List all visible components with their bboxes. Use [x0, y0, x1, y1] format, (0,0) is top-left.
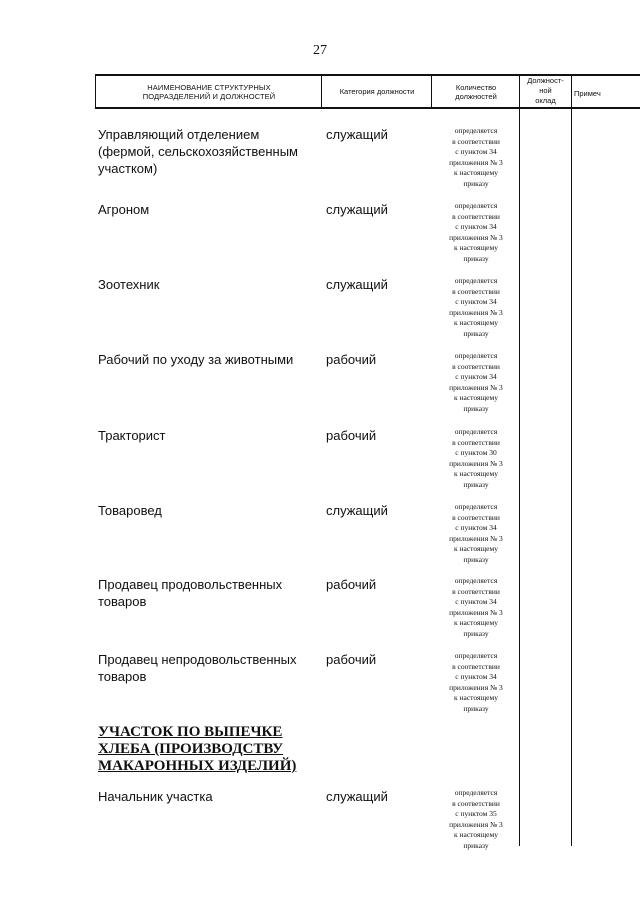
row-quantity-line: приказу [463, 628, 489, 638]
row-quantity [431, 502, 521, 565]
row-category: служащий [326, 127, 388, 142]
row-quantity-line: в соответствии [452, 798, 500, 808]
row-quantity-line: с пунктом 34 [455, 297, 497, 306]
header-salary-line2: ной [539, 86, 552, 95]
section-title [98, 724, 298, 775]
row-quantity-line: приказу [463, 253, 489, 263]
header-note-column: Примеч [574, 89, 601, 98]
row-quantity-line: с пунктом 34 [455, 147, 497, 156]
header-count-line1: Количество [455, 83, 497, 92]
row-quantity-line: в соответствии [452, 512, 500, 522]
row-quantity-line: приложения № 3 [449, 307, 503, 317]
row-quantity-line: к настоящему [453, 243, 499, 252]
page-number: 27 [313, 43, 327, 58]
header-count-column [434, 83, 518, 101]
row-category: служащий [326, 503, 388, 518]
row-quantity-line: с пунктом 34 [455, 372, 497, 381]
row-quantity-line: приложения № 3 [449, 232, 503, 242]
row-quantity-line: к настоящему [453, 618, 499, 627]
row-quantity-line: в соответствии [452, 437, 500, 447]
row-name-line: Управляющий отделением [98, 127, 260, 142]
row-quantity-line: приказу [463, 840, 489, 850]
row-name [98, 788, 316, 805]
row-quantity-line: определяется [454, 502, 498, 511]
row-name-line: участком) [98, 161, 158, 176]
row-quantity-line: приложения № 3 [449, 382, 503, 392]
row-name [98, 427, 316, 444]
row-quantity-line: с пунктом 34 [455, 222, 497, 231]
row-quantity-line: с пунктом 30 [455, 448, 497, 457]
row-quantity-line: приказу [463, 703, 489, 713]
row-quantity-line: определяется [454, 201, 498, 210]
row-quantity-line: определяется [454, 651, 498, 660]
row-quantity-line: приложения № 3 [449, 157, 503, 167]
row-name-line: Тракторист [98, 428, 166, 443]
row-category: рабочий [326, 428, 377, 443]
row-category: служащий [326, 202, 388, 217]
row-name-line: Продавец продовольственных [98, 577, 283, 592]
row-quantity-line: в соответствии [452, 661, 500, 671]
row-name [98, 276, 316, 293]
row-quantity-line: к настоящему [453, 544, 499, 553]
row-quantity [431, 788, 521, 851]
row-quantity [431, 427, 521, 490]
row-quantity-line: приложения № 3 [449, 458, 503, 468]
row-quantity [431, 201, 521, 264]
row-quantity-line: приказу [463, 178, 489, 188]
row-quantity-line: в соответствии [452, 211, 500, 221]
row-name-line: Рабочий по уходу за животными [98, 352, 294, 367]
row-name [98, 126, 316, 177]
row-quantity-line: приказу [463, 328, 489, 338]
row-quantity-line: с пунктом 34 [455, 672, 497, 681]
section-title-line: УЧАСТОК ПО ВЫПЕЧКЕ [98, 724, 283, 740]
header-name-line1: НАИМЕНОВАНИЕ СТРУКТУРНЫХ [147, 83, 271, 92]
row-category: рабочий [326, 352, 377, 367]
row-quantity [431, 126, 521, 189]
row-name [98, 201, 316, 218]
row-quantity-line: определяется [454, 126, 498, 135]
column-rule-salary-right [571, 109, 572, 846]
header-category-column: Категория должности [339, 87, 415, 96]
row-quantity-line: приложения № 3 [449, 607, 503, 617]
header-name-line2: ПОДРАЗДЕЛЕНИЙ И ДОЛЖНОСТЕЙ [142, 92, 276, 101]
row-quantity-line: с пунктом 34 [455, 597, 497, 606]
row-category: служащий [326, 277, 388, 292]
row-quantity-line: определяется [454, 576, 498, 585]
row-name-line: товаров [98, 594, 147, 609]
row-category: рабочий [326, 652, 377, 667]
row-quantity-line: приложения № 3 [449, 533, 503, 543]
row-quantity-line: в соответствии [452, 136, 500, 146]
row-category: рабочий [326, 577, 377, 592]
row-quantity-line: к настоящему [453, 318, 499, 327]
row-quantity-line: к настоящему [453, 693, 499, 702]
header-col-divider [519, 74, 520, 109]
row-quantity [431, 651, 521, 714]
row-quantity-line: с пунктом 34 [455, 523, 497, 532]
row-quantity [431, 351, 521, 414]
row-quantity-line: к настоящему [453, 469, 499, 478]
row-quantity [431, 576, 521, 639]
header-col-divider [571, 74, 572, 109]
row-name-line: Зоотехник [98, 277, 160, 292]
row-name-line: Агроном [98, 202, 150, 217]
row-quantity-line: в соответствии [452, 361, 500, 371]
row-name-line: товаров [98, 669, 147, 684]
row-quantity-line: определяется [454, 427, 498, 436]
header-col-divider [95, 74, 96, 109]
row-quantity-line: определяется [454, 351, 498, 360]
row-quantity-line: в соответствии [452, 286, 500, 296]
row-name [98, 351, 316, 368]
row-quantity-line: к настоящему [453, 830, 499, 839]
row-quantity-line: с пунктом 35 [455, 809, 497, 818]
row-name-line: Продавец непродовольственных [98, 652, 297, 667]
section-title-line: МАКАРОННЫХ ИЗДЕЛИЙ) [98, 758, 297, 774]
row-quantity-line: определяется [454, 276, 498, 285]
row-quantity-line: приказу [463, 554, 489, 564]
header-name-column [100, 83, 318, 101]
row-category: служащий [326, 789, 388, 804]
row-quantity-line: приложения № 3 [449, 682, 503, 692]
header-col-divider [431, 74, 432, 109]
row-quantity-line: определяется [454, 788, 498, 797]
header-col-divider [321, 74, 322, 109]
row-name-line: (фермой, сельскохозяйственным [98, 144, 298, 159]
header-count-line2: должностей [455, 92, 497, 101]
row-quantity-line: приказу [463, 403, 489, 413]
header-salary-line3: оклад [535, 96, 556, 105]
row-quantity-line: к настоящему [453, 168, 499, 177]
header-salary-column [521, 76, 570, 106]
row-name [98, 651, 316, 685]
header-salary-line1: Должност- [527, 76, 564, 85]
row-name [98, 576, 316, 610]
row-quantity-line: приложения № 3 [449, 819, 503, 829]
row-name-line: Товаровед [98, 503, 162, 518]
row-name-line: Начальник участка [98, 789, 213, 804]
row-name [98, 502, 316, 519]
section-title-line: ХЛЕБА (ПРОИЗВОДСТВУ [98, 741, 284, 757]
header-bottom-rule [95, 107, 640, 109]
row-quantity-line: в соответствии [452, 586, 500, 596]
row-quantity-line: приказу [463, 479, 489, 489]
row-quantity [431, 276, 521, 339]
row-quantity-line: к настоящему [453, 393, 499, 402]
